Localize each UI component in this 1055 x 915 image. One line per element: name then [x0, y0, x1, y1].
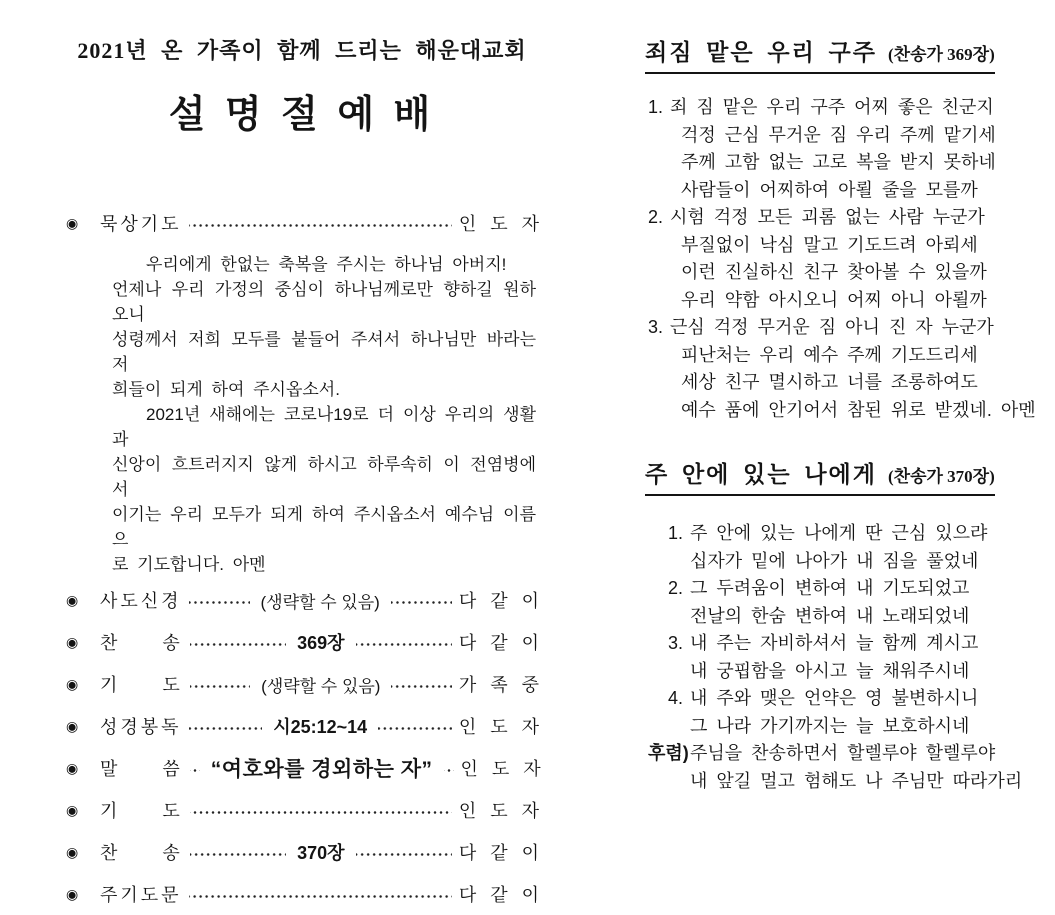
service-title: 설 명 절 예 배: [168, 94, 436, 136]
order-item-row: [64, 789, 540, 831]
item-performer: 다 같 이: [458, 885, 540, 905]
hymn-line: [645, 122, 1019, 150]
item-label: 기 도: [100, 801, 183, 821]
hymn-369-section: [645, 34, 1036, 424]
verse-text: 내 궁핍함을 아시고 늘 채워주시네: [690, 660, 970, 681]
item-performer: 인 도 자: [460, 759, 542, 779]
item-label: 묵상기도: [100, 214, 182, 234]
item-bullet-icon: ◉: [66, 214, 79, 231]
verse-text: 부질없이 낙심 말고 기도드려 아뢰세: [681, 234, 978, 255]
dotted-leader: [190, 853, 286, 856]
hymn-line: [645, 369, 1019, 397]
prayer-line: 언제나 우리 가정의 중심이 하나님께로만 향하길 원하오니: [112, 280, 536, 324]
item-bullet-icon: ◉: [66, 717, 79, 734]
order-item-row: [64, 621, 540, 663]
hymn-369-lines: [645, 94, 1036, 424]
dotted-leader: [189, 895, 452, 898]
verse-text: 십자가 밑에 나아가 내 짐을 풀었네: [690, 550, 979, 571]
hymn-line: [645, 603, 1019, 631]
dotted-leader: [189, 224, 452, 227]
verse-text: 그 두려움이 변하여 내 기도되었고: [690, 578, 970, 598]
verse-number: [668, 768, 690, 796]
dotted-leader: [189, 601, 250, 604]
hymn-title-text: 죄짐 맡은 우리 구주: [645, 40, 877, 65]
hymn-title-text: 주 안에 있는 나에게: [645, 462, 877, 487]
verse-text: 죄 짐 맡은 우리 구주 어찌 좋은 친군지: [670, 97, 994, 117]
item-bullet-icon: ◉: [66, 801, 79, 818]
verse-number: [648, 177, 681, 205]
item-label: 기 도: [100, 675, 183, 695]
item-bullet-icon: ◉: [66, 675, 79, 692]
item-bullet-icon: ◉: [66, 843, 79, 860]
order-item-row: [64, 579, 540, 621]
hymn-line: [645, 342, 1019, 370]
item-label: 말 씀: [100, 759, 183, 779]
item-label: 주기도문: [100, 885, 182, 905]
hymn-line: [625, 740, 1019, 768]
item-center-value: 370장: [297, 843, 345, 863]
hymn-line: [645, 548, 1019, 576]
hymn-line: [645, 630, 1019, 658]
item-center-value: (생략할 수 있음): [260, 592, 380, 612]
hymn-line: [645, 575, 1019, 603]
item-performer: 인 도 자: [458, 801, 540, 821]
item-label: 찬 송: [100, 843, 183, 863]
dotted-leader: [391, 685, 451, 688]
dotted-leader: [190, 769, 200, 772]
item-performer: 인 도 자: [458, 717, 541, 737]
verse-text: 사람들이 어찌하여 아뢸 줄을 모를까: [681, 179, 978, 200]
hymn-line: [645, 658, 1019, 686]
verse-text: 그 나라 가기까지는 늘 보호하시네: [690, 715, 970, 736]
hymn-line: [645, 177, 1019, 205]
verse-number: [648, 149, 681, 177]
item-performer: 다 같 이: [458, 591, 541, 611]
verse-text: 주 안에 있는 나에게 딴 근심 있으랴: [690, 523, 988, 543]
meditation-prayer: [112, 252, 545, 577]
verse-text: 내 앞길 멀고 험해도 나 주님만 따라가리: [690, 770, 1023, 791]
prayer-line: 2021년 새해에는 코로나19로 더 이상 우리의 생활과: [112, 405, 536, 449]
hymn-369-title-wrap: [645, 34, 1019, 74]
hymn-line: [645, 685, 1019, 713]
hymn-370-title: [645, 456, 995, 496]
item-center-value: “여호와를 경외하는 자”: [210, 758, 433, 781]
dotted-leader: [378, 727, 452, 730]
hymn-370-title-wrap: [645, 456, 1019, 496]
verse-text: 주님을 찬송하면서 할렐루야 할렐루야: [690, 743, 996, 763]
verse-number: [668, 713, 690, 741]
verse-text: 예수 품에 안기어서 참된 위로 받겠네. 아멘: [681, 399, 1036, 420]
prayer-line: 이기는 우리 모두가 되게 하여 주시옵소서 예수님 이름으: [112, 505, 536, 549]
verse-text: 시험 걱정 모든 괴롬 없는 사람 누군가: [670, 207, 985, 227]
order-item-row: [64, 831, 540, 873]
prayer-line: 희들이 되게 하여 주시옵소서.: [112, 380, 340, 399]
verse-number: [648, 287, 681, 315]
hymn-line: [645, 520, 1019, 548]
verse-text: 전날의 한숨 변하여 내 노래되었네: [690, 605, 970, 626]
order-list: [64, 579, 540, 915]
item-performer: 다 같 이: [458, 633, 540, 653]
hymn-line: [645, 314, 1019, 342]
verse-text: 내 주는 자비하셔서 늘 함께 계시고: [690, 633, 979, 653]
item-bullet-icon: ◉: [66, 633, 79, 650]
dotted-leader: [190, 685, 250, 688]
verse-number: [668, 603, 690, 631]
order-item-row: [64, 202, 540, 244]
hymns-column: [645, 0, 1036, 795]
order-item-row: [64, 747, 540, 789]
service-order-column: [64, 0, 545, 915]
verse-text: 근심 걱정 무거운 짐 아니 진 자 누군가: [670, 317, 994, 337]
verse-text: 세상 친구 멸시하고 너를 조롱하여도: [681, 372, 978, 392]
item-center-value: 369장: [297, 633, 345, 653]
item-bullet-icon: ◉: [66, 885, 79, 902]
dotted-leader: [356, 643, 452, 646]
verse-text: 이런 진실하신 친구 찾아볼 수 있을까: [681, 262, 987, 282]
hymn-line: [645, 768, 1023, 796]
item-bullet-icon: ◉: [66, 591, 79, 608]
verse-number: [648, 342, 681, 370]
prayer-line: 성령께서 저희 모두를 붙들어 주셔서 하나님만 바라는 저: [112, 330, 545, 374]
hymn-line: [645, 397, 1036, 425]
hymn-369-title: [645, 34, 995, 74]
hymn-370-lines: [645, 520, 1023, 795]
verse-text: 걱정 근심 무거운 짐 우리 주께 맡기세: [681, 124, 996, 145]
verse-number: [668, 548, 690, 576]
item-performer: 가 족 중: [458, 675, 541, 695]
verse-number: [648, 122, 681, 150]
dotted-leader: [444, 769, 454, 772]
order-item-row: [64, 663, 540, 705]
prayer-line: 로 기도합니다. 아멘: [112, 555, 266, 574]
verse-text: 내 주와 맺은 언약은 영 불변하시니: [690, 688, 979, 708]
item-performer: 인 도 자: [458, 214, 540, 234]
church-title: 2021년 온 가족이 함께 드리는 해운대교회: [77, 38, 527, 63]
verse-number: 1.: [668, 523, 684, 543]
dotted-leader: [356, 853, 452, 856]
item-bullet-icon: ◉: [66, 759, 79, 776]
hymn-line: [645, 713, 1019, 741]
dotted-leader: [190, 643, 286, 646]
verse-number: 1.: [648, 97, 664, 117]
verse-number: 3.: [668, 633, 684, 653]
verse-text: 피난처는 우리 예수 주께 기도드리세: [681, 344, 978, 365]
hymn-line: [645, 94, 1019, 122]
item-label: 성경봉독: [100, 717, 182, 737]
item-center-value: (생략할 수 있음): [261, 676, 381, 696]
hymn-line: [645, 232, 1019, 260]
hymn-line: [645, 149, 1019, 177]
hymn-line: [645, 259, 1019, 287]
verse-text: 주께 고함 없는 고로 복을 받지 못하네: [681, 152, 996, 172]
hymn-number-ref: (찬송가 370장): [888, 467, 995, 486]
verse-number: [668, 658, 690, 686]
dotted-leader: [391, 601, 452, 604]
verse-number: 4.: [668, 688, 684, 708]
hymn-number-ref: (찬송가 369장): [888, 45, 995, 64]
item-center-value: 시25:12~14: [273, 717, 368, 737]
order-item-row: [64, 705, 540, 747]
verse-number: [648, 259, 681, 287]
verse-number: 후렴): [648, 743, 689, 763]
prayer-line: 우리에게 한없는 축복을 주시는 하나님 아버지!: [146, 255, 507, 274]
item-label: 찬 송: [100, 633, 183, 653]
item-label: 사도신경: [100, 591, 182, 611]
order-item-row: [64, 873, 540, 915]
verse-number: [648, 369, 681, 397]
verse-number: [648, 397, 681, 425]
verse-number: 2.: [668, 578, 684, 598]
verse-number: 3.: [648, 317, 664, 337]
dotted-leader: [189, 727, 263, 730]
hymn-line: [645, 287, 1019, 315]
hymn-line: [645, 204, 1019, 232]
verse-text: 우리 약함 아시오니 어찌 아니 아뢸까: [681, 289, 987, 310]
dotted-leader: [190, 811, 452, 814]
verse-number: 2.: [648, 207, 664, 227]
hymn-370-section: [645, 456, 1023, 795]
item-performer: 다 같 이: [458, 843, 540, 863]
verse-number: [648, 232, 681, 260]
prayer-line: 신앙이 흐트러지지 않게 하시고 하루속히 이 전염병에서: [112, 455, 536, 499]
